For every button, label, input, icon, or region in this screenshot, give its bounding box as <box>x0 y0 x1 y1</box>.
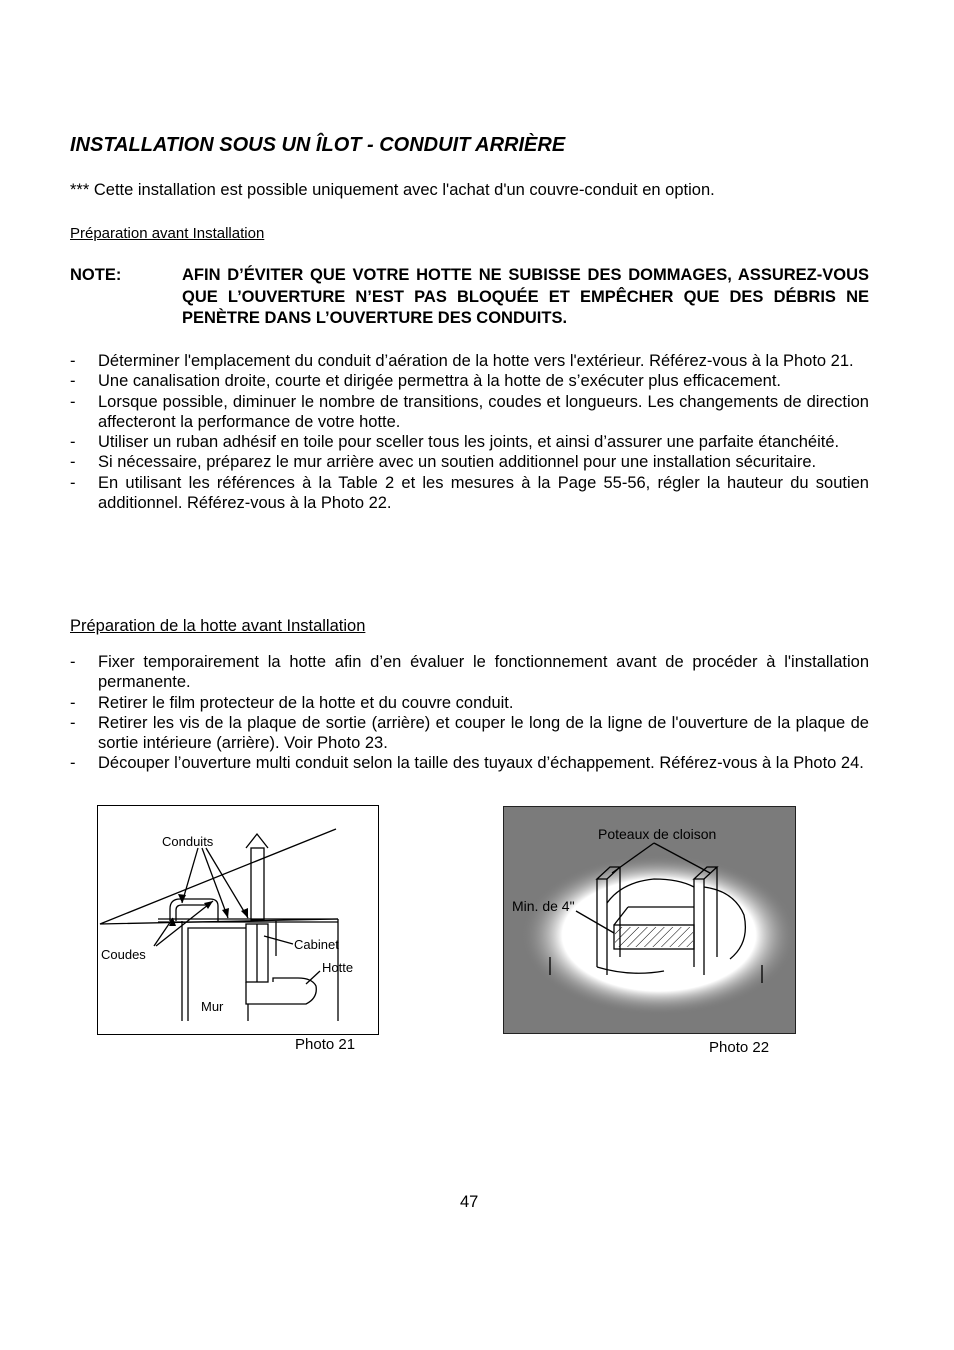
dash-bullet: - <box>70 392 76 411</box>
list-item <box>70 693 869 713</box>
duct-diagram-illustration <box>98 806 378 1034</box>
list-item <box>70 753 869 773</box>
dash-bullet: - <box>70 352 76 370</box>
label-hotte: Hotte <box>322 960 354 975</box>
list-item-text: Découper l’ouverture multi conduit selon la taille des tuyaux d’échappement. Référez-vous à la Photo 24. <box>98 754 864 773</box>
list-item <box>70 371 869 391</box>
warning-note <box>70 265 869 330</box>
dash-bullet: - <box>70 372 76 391</box>
list-item-text: Utiliser un ruban adhésif en toile pour sceller tous les joints, et ainsi d’assurer une parfaite étanchéité. <box>98 433 840 452</box>
list-item-text: Une canalisation droite, courte et dirigée permettra à la hotte de s’exécuter plus efficacement. <box>98 372 781 391</box>
list-item-text: Lorsque possible, diminuer le nombre de transitions, coudes et longueurs. Les changements de direction affecteront la performance de votre hotte. <box>98 392 869 431</box>
list-item-text: Déterminer l'emplacement du conduit d’aération de la hotte vers l'extérieur. Référez-vous à la Photo 21. <box>98 352 854 370</box>
dash-bullet: - <box>70 433 76 452</box>
note-text: AFIN D’ÉVITER QUE VOTRE HOTTE NE SUBISSE DES DOMMAGES, ASSUREZ-VOUS QUE L’OUVERTURE N’EST PAS BLOQUÉE ET EMPÊCHER QUE DES DÉBRIS NE PENÈTRE DANS L’OUVERTURE DES CONDUITS. <box>182 266 869 327</box>
list-item-text: Si nécessaire, préparez le mur arrière avec un soutien additionnel pour une installation sécuritaire. <box>98 453 817 472</box>
list-item-text: Retirer les vis de la plaque de sortie (arrière) et couper le long de la ligne de l'ouverture de la plaque de sortie intérieure (arrière). Voir Photo 23. <box>98 713 869 753</box>
section-heading-preparation: Préparation avant Installation <box>70 225 265 242</box>
list-item <box>70 473 869 514</box>
note-label: NOTE: <box>70 266 122 284</box>
list-item-text: En utilisant les références à la Table 2 et les mesures à la Page 55-56, régler la hauteur du soutien additionnel. Référez-vous à la Photo 22. <box>98 473 869 513</box>
section-heading-hood-preparation: Préparation de la hotte avant Installation <box>70 617 366 635</box>
dash-bullet: - <box>70 693 76 712</box>
photo-21-caption: Photo 21 <box>295 1036 356 1053</box>
list-item <box>70 452 869 472</box>
preparation-list <box>70 351 869 513</box>
label-cabinet: Cabinet <box>294 937 339 952</box>
label-mur: Mur <box>201 999 224 1014</box>
hood-preparation-list <box>70 652 869 774</box>
list-item-text: Retirer le film protecteur de la hotte et du couvre conduit. <box>98 693 514 712</box>
list-item <box>70 713 869 754</box>
list-item-text: Fixer temporairement la hotte afin d’en évaluer le fonctionnement avant de procéder à l'installation permanente. <box>98 653 869 692</box>
wall-studs-illustration <box>504 807 795 1033</box>
dash-bullet: - <box>70 473 76 492</box>
dash-bullet: - <box>70 453 76 472</box>
list-item <box>70 351 869 371</box>
dash-bullet: - <box>70 653 76 671</box>
label-min-4in: Min. de 4" <box>512 898 575 914</box>
intro-note: *** Cette installation est possible uniquement avec l'achat d'un couvre-conduit en option. <box>70 181 715 199</box>
page-number: 47 <box>460 1193 479 1211</box>
label-poteaux: Poteaux de cloison <box>598 826 717 842</box>
photo-21-diagram <box>97 805 379 1035</box>
list-item <box>70 652 869 693</box>
label-conduits: Conduits <box>162 834 214 849</box>
dash-bullet: - <box>70 754 76 773</box>
page-title: INSTALLATION SOUS UN ÎLOT - CONDUIT ARRIÈRE <box>70 134 566 156</box>
photo-22-caption: Photo 22 <box>709 1039 770 1056</box>
label-coudes: Coudes <box>101 947 146 962</box>
list-item <box>70 432 869 452</box>
list-item <box>70 392 869 433</box>
dash-bullet: - <box>70 713 76 732</box>
photo-22-diagram <box>503 806 796 1034</box>
